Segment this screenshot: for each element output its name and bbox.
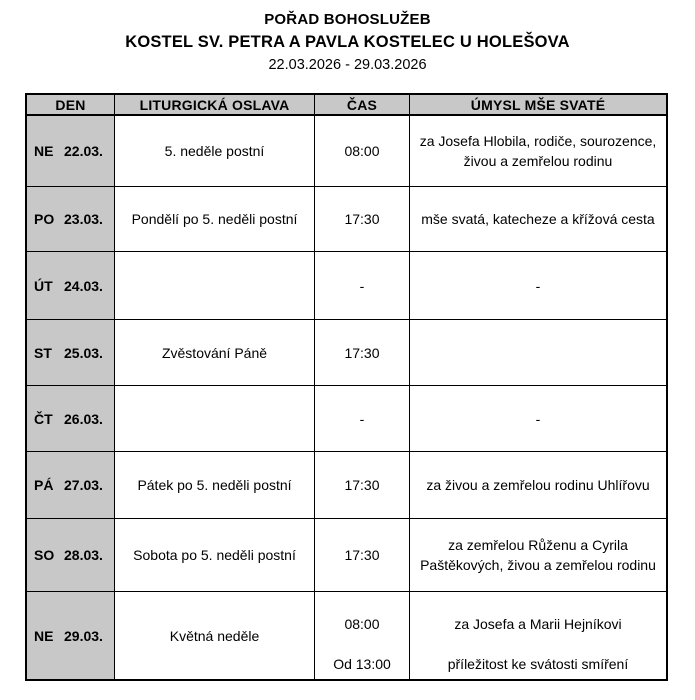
celebration-value: Sobota po 5. neděli postní	[133, 547, 296, 563]
celebration-value	[115, 386, 314, 451]
day-cell	[27, 187, 115, 252]
intention-value: mše svatá, katecheze a křížová cesta	[421, 211, 655, 227]
day-abbr: NE	[34, 143, 54, 159]
day-date: 23.03.	[64, 211, 103, 227]
intention-cell	[410, 592, 666, 679]
celebration-cell	[115, 252, 315, 320]
intention-cell	[410, 252, 666, 320]
time-value: 17:30	[344, 211, 380, 227]
header-cell-time: ČAS	[315, 95, 410, 116]
day-abbr: PÁ	[34, 477, 54, 493]
intention-cell	[410, 116, 666, 187]
day-date: 28.03.	[64, 547, 103, 563]
celebration-cell	[115, 519, 315, 592]
celebration-value: 5. neděle postní	[164, 143, 265, 159]
day-cell	[27, 252, 115, 320]
celebration-value: Zvěstování Páně	[161, 344, 268, 361]
page-subtitle: KOSTEL SV. PETRA A PAVLA KOSTELEC U HOLEŠOVA	[125, 33, 570, 51]
time-value: 17:30	[344, 547, 380, 563]
celebration-cell	[115, 592, 315, 679]
time-value: 08:00	[344, 615, 380, 632]
intention-cell	[410, 452, 666, 519]
day-cell	[27, 519, 115, 592]
celebration-value: Pondělí po 5. neděli postní	[131, 211, 298, 227]
page-title: POŘAD BOHOSLUŽEB	[264, 11, 431, 28]
celebration-value: Pátek po 5. neděli postní	[137, 477, 292, 493]
day-abbr: ST	[34, 344, 52, 361]
intention-cell	[410, 187, 666, 252]
intention-value: za živou a zemřelou rodinu Uhlířovu	[426, 477, 650, 493]
time-cell	[315, 320, 410, 386]
day-date: 22.03.	[64, 143, 103, 159]
date-range: 22.03.2026 - 29.03.2026	[268, 57, 427, 73]
schedule-table	[25, 93, 668, 681]
celebration-value	[115, 252, 314, 319]
day-date: 25.03.	[64, 344, 103, 361]
header-cell-mass-intention: ÚMYSL MŠE SVATÉ	[410, 95, 666, 116]
time-cell	[315, 519, 410, 592]
time-cell	[315, 386, 410, 452]
intention-extra-value: příležitost ke svátosti smíření	[447, 656, 629, 672]
day-abbr: ÚT	[34, 277, 53, 294]
time-cell	[315, 452, 410, 519]
day-abbr: ČT	[34, 410, 53, 427]
title-block	[0, 9, 695, 76]
day-cell	[27, 386, 115, 452]
celebration-cell	[115, 452, 315, 519]
time-value: 08:00	[344, 143, 380, 159]
time-extra-value: Od 13:00	[333, 656, 391, 672]
day-date: 26.03.	[64, 410, 103, 427]
time-cell	[315, 187, 410, 252]
day-abbr: NE	[34, 627, 54, 644]
time-value: -	[359, 277, 365, 294]
header-cell-liturgical-celebration: LITURGICKÁ OSLAVA	[115, 95, 315, 116]
intention-cell	[410, 519, 666, 592]
celebration-cell	[115, 386, 315, 452]
day-abbr: PO	[34, 211, 55, 227]
time-cell	[315, 116, 410, 187]
intention-value: -	[535, 410, 541, 427]
intention-value	[410, 320, 666, 385]
intention-value: za Josefa Hlobila, rodiče, sourozence, živou a zemřelou rodinu	[419, 133, 657, 169]
intention-value: za zemřelou Růženu a Cyrila Paštěkových, živou a zemřelou rodinu	[420, 537, 656, 573]
header-cell-day: DEN	[27, 95, 115, 116]
celebration-value: Květná neděle	[169, 627, 260, 644]
day-cell	[27, 320, 115, 386]
time-cell	[315, 252, 410, 320]
intention-cell	[410, 320, 666, 386]
time-cell	[315, 592, 410, 679]
day-cell	[27, 116, 115, 187]
celebration-cell	[115, 320, 315, 386]
day-cell	[27, 592, 115, 679]
day-date: 27.03.	[64, 477, 103, 493]
day-date: 29.03.	[64, 627, 103, 644]
celebration-cell	[115, 116, 315, 187]
day-date: 24.03.	[64, 277, 103, 294]
day-abbr: SO	[34, 547, 55, 563]
day-cell	[27, 452, 115, 519]
time-value: -	[359, 410, 365, 427]
intention-value: za Josefa a Marii Hejníkovi	[454, 615, 622, 632]
intention-cell	[410, 386, 666, 452]
time-value: 17:30	[344, 477, 380, 493]
celebration-cell	[115, 187, 315, 252]
time-value: 17:30	[344, 344, 380, 361]
intention-value: -	[535, 277, 541, 294]
